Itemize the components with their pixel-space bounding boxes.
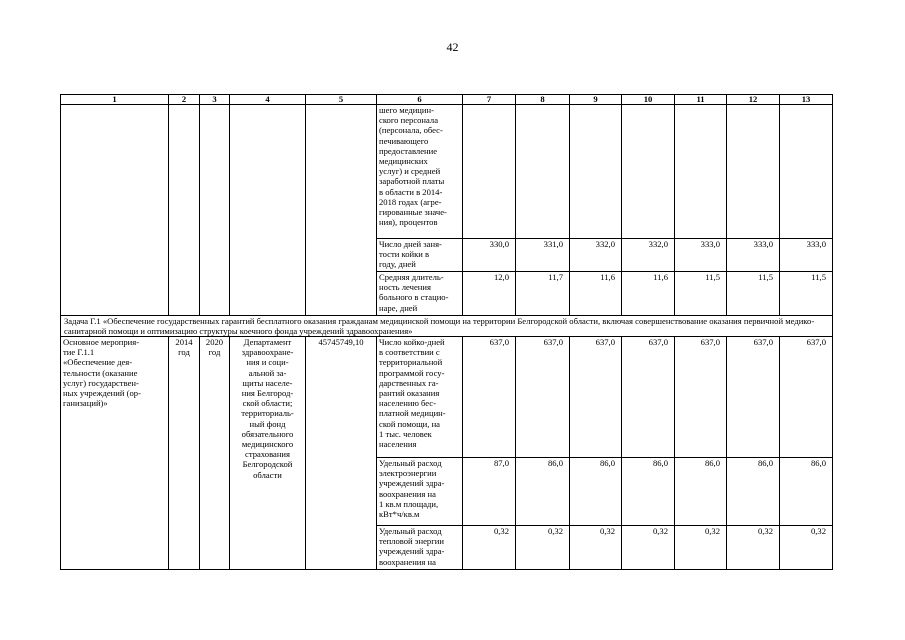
col-header: 6 (377, 95, 463, 105)
task-row (61, 316, 833, 337)
value-cell: 637,0 (463, 337, 516, 458)
executor-cell: Департамент здравоохране- ния и соци- альной за- щиты населе- ния Белгород- ской области; территориаль- ный фонд обязательного медицинского страхования Белгородской области (230, 337, 306, 570)
col-header: 12 (727, 95, 780, 105)
indicator-cell: шего медицин- ского персонала (персонала, обес- печивающего предоставление медицинских услуг) и средней заработной платы в области в 2014- 2018 годах (агре- гированные значе- ния), процентов (377, 105, 463, 239)
value-cell: 0,32 (463, 526, 516, 570)
col-header: 4 (230, 95, 306, 105)
value-cell: 86,0 (622, 458, 675, 526)
value-cell: 330,0 (463, 239, 516, 272)
col-header: 7 (463, 95, 516, 105)
amount-cell: 45745749,10 (306, 337, 377, 570)
value-cell: 86,0 (570, 458, 622, 526)
value-cell (780, 105, 833, 239)
value-cell: 11,7 (516, 272, 570, 316)
indicator-cell: Число дней заня- тости койки в году, дней (377, 239, 463, 272)
value-cell: 637,0 (675, 337, 727, 458)
value-cell: 637,0 (570, 337, 622, 458)
value-cell: 11,6 (622, 272, 675, 316)
value-cell: 333,0 (727, 239, 780, 272)
value-cell: 11,5 (780, 272, 833, 316)
value-cell: 86,0 (675, 458, 727, 526)
value-cell: 86,0 (727, 458, 780, 526)
value-cell: 333,0 (780, 239, 833, 272)
value-cell: 11,6 (570, 272, 622, 316)
value-cell: 637,0 (516, 337, 570, 458)
empty-cell (306, 105, 377, 316)
value-cell: 0,32 (675, 526, 727, 570)
table-row (61, 105, 833, 239)
value-cell: 86,0 (516, 458, 570, 526)
value-cell: 0,32 (622, 526, 675, 570)
value-cell: 87,0 (463, 458, 516, 526)
empty-cell (61, 105, 169, 316)
col-header: 1 (61, 95, 169, 105)
value-cell: 12,0 (463, 272, 516, 316)
indicator-cell: Удельный расход тепловой энергии учреждений здра- воохранения на (377, 526, 463, 570)
program-table (60, 94, 833, 570)
value-cell: 0,32 (727, 526, 780, 570)
col-header: 11 (675, 95, 727, 105)
task-heading: Задача Г.1 «Обеспечение государственных гарантий бесплатного оказания гражданам медицинской помощи на территории Белгородской области, включая совершенствование оказания первичной медико-санитарной помощи и оптимизацию структуры коечного фонда учреждений здравоохранения» (61, 316, 833, 337)
event-name-cell: Основное мероприя- тие Г.1.1 «Обеспечение дея- тельности (оказание услуг) государствен- ных учреждений (ор- ганизаций)» (61, 337, 169, 570)
value-cell (570, 105, 622, 239)
value-cell: 331,0 (516, 239, 570, 272)
col-header: 8 (516, 95, 570, 105)
col-header: 2 (169, 95, 200, 105)
value-cell: 11,5 (727, 272, 780, 316)
value-cell: 637,0 (780, 337, 833, 458)
empty-cell (169, 105, 200, 316)
value-cell: 0,32 (570, 526, 622, 570)
value-cell (516, 105, 570, 239)
value-cell: 637,0 (727, 337, 780, 458)
indicator-cell: Удельный расход электроэнергии учреждений здра- воохранения на 1 кв.м площади, кВт*ч/кв.м (377, 458, 463, 526)
value-cell (675, 105, 727, 239)
empty-cell (200, 105, 230, 316)
value-cell: 333,0 (675, 239, 727, 272)
value-cell: 0,32 (516, 526, 570, 570)
header-row (61, 95, 833, 105)
col-header: 5 (306, 95, 377, 105)
col-header: 3 (200, 95, 230, 105)
value-cell: 332,0 (570, 239, 622, 272)
col-header: 13 (780, 95, 833, 105)
page-number: 42 (446, 40, 459, 54)
value-cell: 11,5 (675, 272, 727, 316)
value-cell: 0,32 (780, 526, 833, 570)
value-cell (727, 105, 780, 239)
col-header: 10 (622, 95, 675, 105)
start-year-cell: 2014 год (169, 337, 200, 570)
table-row (61, 337, 833, 458)
col-header: 9 (570, 95, 622, 105)
indicator-cell: Средняя длитель- ность лечения больного в стацио- наре, дней (377, 272, 463, 316)
indicator-cell: Число койко-дней в соответствии с территориальной программой госу- дарственных га- рантий оказания населению бес- платной медицин- ской помощи, на 1 тыс. человек населения (377, 337, 463, 458)
end-year-cell: 2020 год (200, 337, 230, 570)
value-cell: 86,0 (780, 458, 833, 526)
value-cell (622, 105, 675, 239)
value-cell: 332,0 (622, 239, 675, 272)
empty-cell (230, 105, 306, 316)
value-cell: 637,0 (622, 337, 675, 458)
value-cell (463, 105, 516, 239)
